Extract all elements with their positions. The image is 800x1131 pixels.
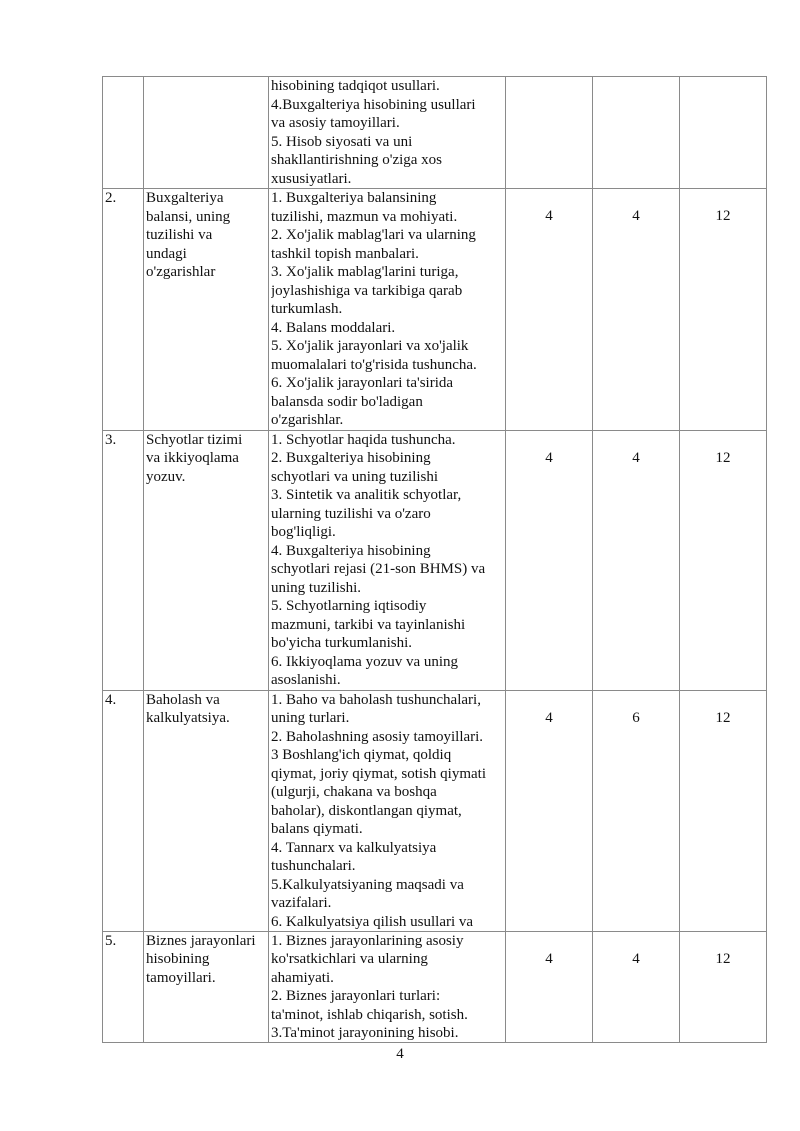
content-line: muomalalari to'g'risida tushuncha. — [271, 356, 477, 373]
content-line: ahamiyati. — [271, 969, 334, 986]
topic-line: hisobining — [146, 951, 210, 967]
hours-cell-h3 — [680, 189, 767, 431]
content-line: schyotlari va uning tuzilishi — [271, 468, 439, 485]
content-line: 6. Ikkiyoqlama yozuv va uning — [271, 653, 459, 670]
hours-value: 12 — [715, 208, 731, 224]
topic-lines — [146, 431, 266, 487]
content-line: 1. Buxgalteriya balansining — [271, 190, 437, 206]
content-line: shakllantirishning o'ziga xos — [271, 152, 443, 168]
hours-cell-h2 — [593, 690, 680, 931]
content-line: balansda sodir bo'ladigan — [271, 393, 423, 410]
table-row — [103, 430, 767, 690]
topic-line: tuzilishi va — [146, 227, 213, 243]
content-line: 3. Xo'jalik mablag'larini turiga, — [271, 264, 459, 280]
hours-value — [595, 77, 677, 95]
page-number: 4 — [396, 1046, 404, 1062]
content-line: 3. Sintetik va analitik schyotlar, — [271, 487, 462, 503]
content-line: uning tuzilishi. — [271, 579, 361, 596]
hours-cell-h3 — [680, 430, 767, 690]
content-line: 5. Xo'jalik jarayonlari va xo'jalik — [271, 338, 469, 354]
content-line: 5.Kalkulyatsiyaning maqsadi va — [271, 876, 464, 893]
topic-line: tamoyillari. — [146, 969, 216, 986]
hours-cell-h3 — [680, 690, 767, 931]
content-line: tashkil topish manbalari. — [271, 245, 419, 262]
hours-value: 4 — [632, 950, 640, 967]
hours-value: 4 — [545, 449, 553, 466]
syllabus-table — [102, 76, 767, 1043]
content-cell — [269, 77, 506, 189]
content-line: turkumlash. — [271, 301, 343, 317]
content-lines — [271, 77, 503, 188]
content-line: 5. Schyotlarning iqtisodiy — [271, 598, 427, 614]
content-line: 2. Xo'jalik mablag'lari va ularning — [271, 227, 476, 243]
hours-value: 4 — [632, 208, 640, 224]
hours-value: 4 — [545, 709, 553, 726]
hours-value — [508, 77, 590, 95]
content-line: tuzilishi, mazmun va mohiyati. — [271, 208, 458, 225]
content-line: uning turlari. — [271, 710, 350, 726]
topic-cell — [144, 931, 269, 1042]
content-line: 1. Biznes jarayonlarining asosiy — [271, 932, 464, 949]
content-lines — [271, 691, 503, 931]
hours-cell-h1 — [506, 430, 593, 690]
hours-cell-h1 — [506, 189, 593, 431]
content-line: 2. Baholashning asosiy tamoyillari. — [271, 728, 484, 745]
content-line: ko'rsatkichlari va ularning — [271, 951, 428, 967]
content-line: xususiyatlari. — [271, 170, 352, 187]
hours-value: 6 — [632, 709, 640, 726]
hours-value — [682, 77, 764, 95]
row-number — [103, 690, 144, 931]
content-line: 4. Balans moddalari. — [271, 319, 396, 336]
topic-line: undagi — [146, 245, 187, 262]
topic-lines — [146, 189, 266, 282]
content-line: 2. Biznes jarayonlari turlari: — [271, 988, 441, 1004]
content-line: ta'minot, ishlab chiqarish, sotish. — [271, 1006, 468, 1023]
content-line: qiymat, joriy qiymat, sotish qiymati — [271, 765, 486, 782]
content-line: 4. Tannarx va kalkulyatsiya — [271, 839, 437, 856]
row-number — [103, 189, 144, 431]
hours-cell-h3 — [680, 931, 767, 1042]
topic-line: Baholash va — [146, 691, 220, 708]
hours-cell-h1 — [506, 690, 593, 931]
content-line: 3 Boshlang'ich qiymat, qoldiq — [271, 747, 452, 763]
hours-cell-h2 — [593, 189, 680, 431]
content-line: 6. Kalkulyatsiya qilish usullari va — [271, 913, 474, 930]
content-line: asoslanishi. — [271, 672, 341, 688]
content-cell — [269, 690, 506, 931]
table-row — [103, 690, 767, 931]
topic-cell — [144, 189, 269, 431]
hours-value: 12 — [715, 950, 731, 967]
table-row — [103, 77, 767, 189]
topic-lines — [146, 932, 266, 1042]
hours-value: 12 — [715, 449, 731, 466]
content-line: vazifalari. — [271, 895, 332, 911]
row-number-text: 5. — [105, 932, 117, 949]
content-line: balans qiymati. — [271, 821, 363, 837]
content-line: ularning tuzilishi va o'zaro — [271, 505, 431, 522]
row-number-text: 2. — [105, 190, 117, 206]
hours-cell-h2 — [593, 931, 680, 1042]
row-number — [103, 931, 144, 1042]
content-line: schyotlari rejasi (21-son BHMS) va — [271, 561, 486, 577]
content-lines — [271, 189, 503, 430]
topic-cell — [144, 690, 269, 931]
row-number-text: 4. — [105, 691, 117, 708]
content-line: 1. Baho va baholash tushunchalari, — [271, 691, 481, 708]
hours-value: 4 — [545, 950, 553, 967]
topic-line: yozuv. — [146, 468, 186, 485]
topic-line: kalkulyatsiya. — [146, 710, 230, 726]
hours-value: 4 — [545, 208, 553, 224]
hours-value: 4 — [632, 449, 640, 466]
topic-line: va ikkiyoqlama — [146, 450, 239, 466]
content-line: bog'liqligi. — [271, 524, 336, 540]
content-line: 4. Buxgalteriya hisobining — [271, 542, 431, 559]
row-number — [103, 430, 144, 690]
content-line: o'zgarishlar. — [271, 412, 344, 428]
topic-cell — [144, 77, 269, 189]
hours-value: 12 — [715, 709, 731, 726]
topic-line: o'zgarishlar — [146, 264, 216, 280]
content-line: 1. Schyotlar haqida tushuncha. — [271, 431, 456, 448]
content-line: bo'yicha turkumlanishi. — [271, 635, 413, 651]
syllabus-table-body — [103, 77, 767, 1043]
row-number — [103, 77, 144, 189]
content-line: mazmuni, tarkibi va tayinlanishi — [271, 616, 466, 633]
hours-cell-h3 — [680, 77, 767, 189]
hours-cell-h2 — [593, 430, 680, 690]
content-line: 2. Buxgalteriya hisobining — [271, 450, 431, 466]
content-lines — [271, 431, 503, 690]
hours-cell-h2 — [593, 77, 680, 189]
hours-cell-h1 — [506, 931, 593, 1042]
topic-lines — [146, 691, 266, 931]
topic-line: balansi, uning — [146, 208, 231, 225]
content-line: 4.Buxgalteriya hisobining usullari — [271, 96, 476, 113]
content-cell — [269, 189, 506, 431]
content-line: va asosiy tamoyillari. — [271, 115, 400, 131]
content-line: hisobining tadqiqot usullari. — [271, 78, 440, 94]
hours-cell-h1 — [506, 77, 593, 189]
row-number-text: 3. — [105, 431, 117, 448]
content-cell — [269, 430, 506, 690]
content-line: 6. Xo'jalik jarayonlari ta'sirida — [271, 375, 454, 391]
topic-line: Schyotlar tizimi — [146, 431, 243, 448]
topic-line: Biznes jarayonlari — [146, 932, 256, 949]
topic-line: Buxgalteriya — [146, 190, 224, 206]
content-line: 5. Hisob siyosati va uni — [271, 133, 413, 150]
content-line: joylashishiga va tarkibiga qarab — [271, 282, 463, 299]
table-row — [103, 189, 767, 431]
content-lines — [271, 932, 503, 1042]
content-cell — [269, 931, 506, 1042]
content-line: tushunchalari. — [271, 858, 356, 874]
content-line: (ulgurji, chakana va boshqa — [271, 784, 437, 800]
content-line: baholar), diskontlangan qiymat, — [271, 802, 462, 819]
table-row — [103, 931, 767, 1042]
topic-cell — [144, 430, 269, 690]
content-line: 3.Ta'minot jarayonining hisobi. — [271, 1025, 459, 1041]
